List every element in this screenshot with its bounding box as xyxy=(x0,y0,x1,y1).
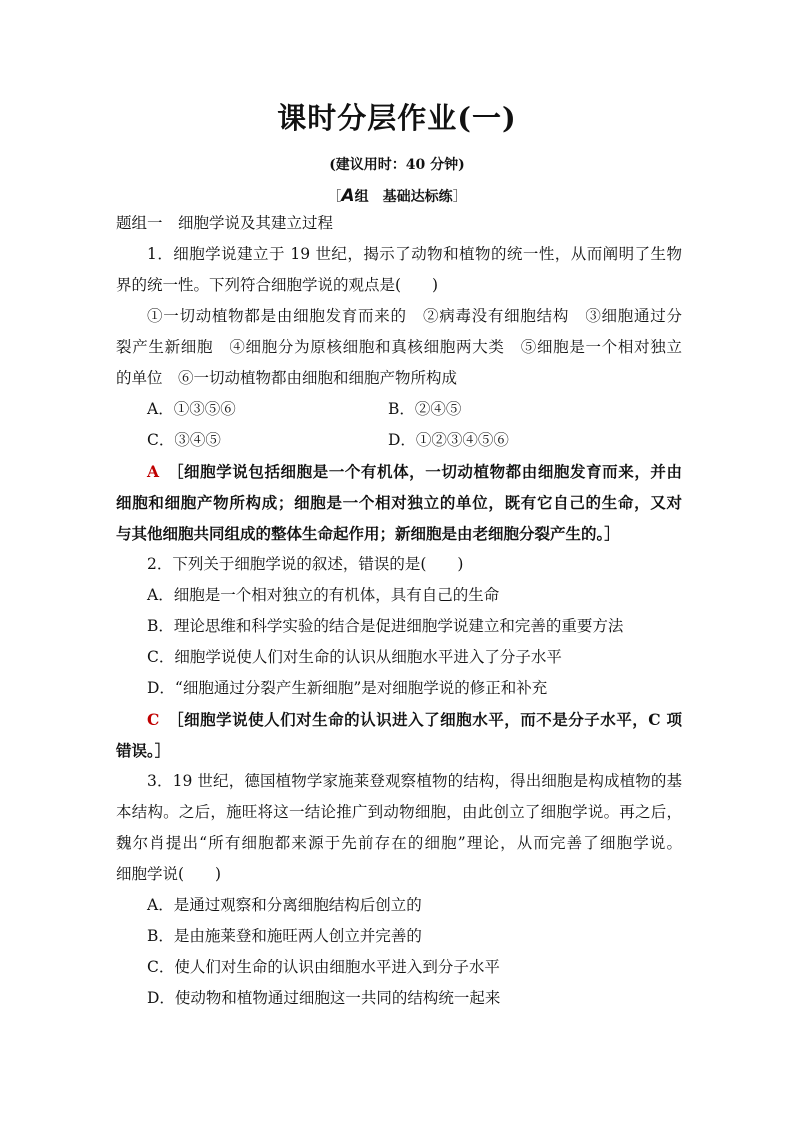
q3-stem-line-4: 细胞学说( ) xyxy=(116,865,222,883)
q3-option-b: B．是由施莱登和施旺两人创立并完善的 xyxy=(147,927,422,945)
group-text: 组 基础达标练 xyxy=(354,189,453,205)
suggested-time: (建议用时：40 分钟) xyxy=(329,157,465,173)
q3-stem-line-2: 本结构。之后，施旺将这一结论推广到动物细胞，由此创立了细胞学说。再之后， xyxy=(116,803,682,821)
q3-option-a: A．是通过观察和分离细胞结构后创立的 xyxy=(147,896,422,914)
q3-option-d: D．使动物和植物通过细胞这一共同的结构统一起来 xyxy=(147,989,501,1007)
q1-answer-line-1 xyxy=(116,456,682,487)
group-bracket-open: ［ xyxy=(327,189,342,205)
q2-stem: 2．下列关于细胞学说的叙述，错误的是( ) xyxy=(147,555,464,573)
q1-items-line-2: 裂产生新细胞 ④细胞分为原核细胞和真核细胞两大类 ⑤细胞是一个相对独立 xyxy=(116,338,682,356)
q1-stem-line-1: 1．细胞学说建立于 19 世纪，揭示了动物和植物的统一性，从而阐明了生物 xyxy=(147,245,682,263)
q1-option-b: B．②④⑤ xyxy=(388,400,462,418)
q1-answer-letter: A xyxy=(147,462,160,481)
page-title: 课时分层作业(一) xyxy=(277,101,517,135)
q1-option-d: D．①②③④⑤⑥ xyxy=(388,431,509,449)
q1-option-c: C．③④⑤ xyxy=(147,431,221,449)
q1-option-a: A．①③⑤⑥ xyxy=(147,400,236,418)
q1-answer-text-1: ［细胞学说包括细胞是一个有机体，一切动植物都由细胞发育而来，并由 xyxy=(175,462,682,481)
q1-options-row-1 xyxy=(116,394,682,425)
question-content xyxy=(116,208,682,1014)
group-label xyxy=(0,186,794,206)
q3-stem-line-1: 3．19 世纪，德国植物学家施莱登观察植物的结构，得出细胞是构成植物的基 xyxy=(147,772,682,790)
q3-option-c: C．使人们对生命的认识由细胞水平进入到分子水平 xyxy=(147,958,500,976)
q2-answer-text-1: ［细胞学说使人们对生命的认识进入了细胞水平，而不是分子水平，C 项 xyxy=(175,710,682,729)
q2-option-d: D．“细胞通过分裂产生新细胞”是对细胞学说的修正和补充 xyxy=(147,679,548,697)
q1-answer-line-3: 与其他细胞共同组成的整体生命起作用；新细胞是由老细胞分裂产生的。］ xyxy=(116,524,620,543)
group-bracket-close: ］ xyxy=(452,189,467,205)
q2-option-a: A．细胞是一个相对独立的有机体，具有自己的生命 xyxy=(147,586,500,604)
q1-options-row-2 xyxy=(116,425,682,456)
q3-stem-line-3: 魏尔肖提出“所有细胞都来源于先前存在的细胞”理论，从而完善了细胞学说。 xyxy=(116,834,682,852)
q1-items-line-1: ①一切动植物都是由细胞发育而来的 ②病毒没有细胞结构 ③细胞通过分 xyxy=(147,307,682,325)
q2-option-c: C．细胞学说使人们对生命的认识从细胞水平进入了分子水平 xyxy=(147,648,562,666)
q2-answer-line-2: 错误。］ xyxy=(116,741,171,760)
q1-stem-line-2: 界的统一性。下列符合细胞学说的观点是( ) xyxy=(116,276,439,294)
section-title: 题组一 细胞学说及其建立过程 xyxy=(116,214,334,232)
q1-items-line-3: 的单位 ⑥一切动植物都由细胞和细胞产物所构成 xyxy=(116,369,458,387)
q2-option-b: B．理论思维和科学实验的结合是促进细胞学说建立和完善的重要方法 xyxy=(147,617,624,635)
q2-answer-line-1 xyxy=(116,704,682,735)
q2-answer-letter: C xyxy=(147,710,160,729)
q1-answer-line-2: 细胞和细胞产物所构成；细胞是一个相对独立的单位，既有它自己的生命，又对 xyxy=(116,493,682,512)
group-a-mark: A xyxy=(341,186,355,206)
